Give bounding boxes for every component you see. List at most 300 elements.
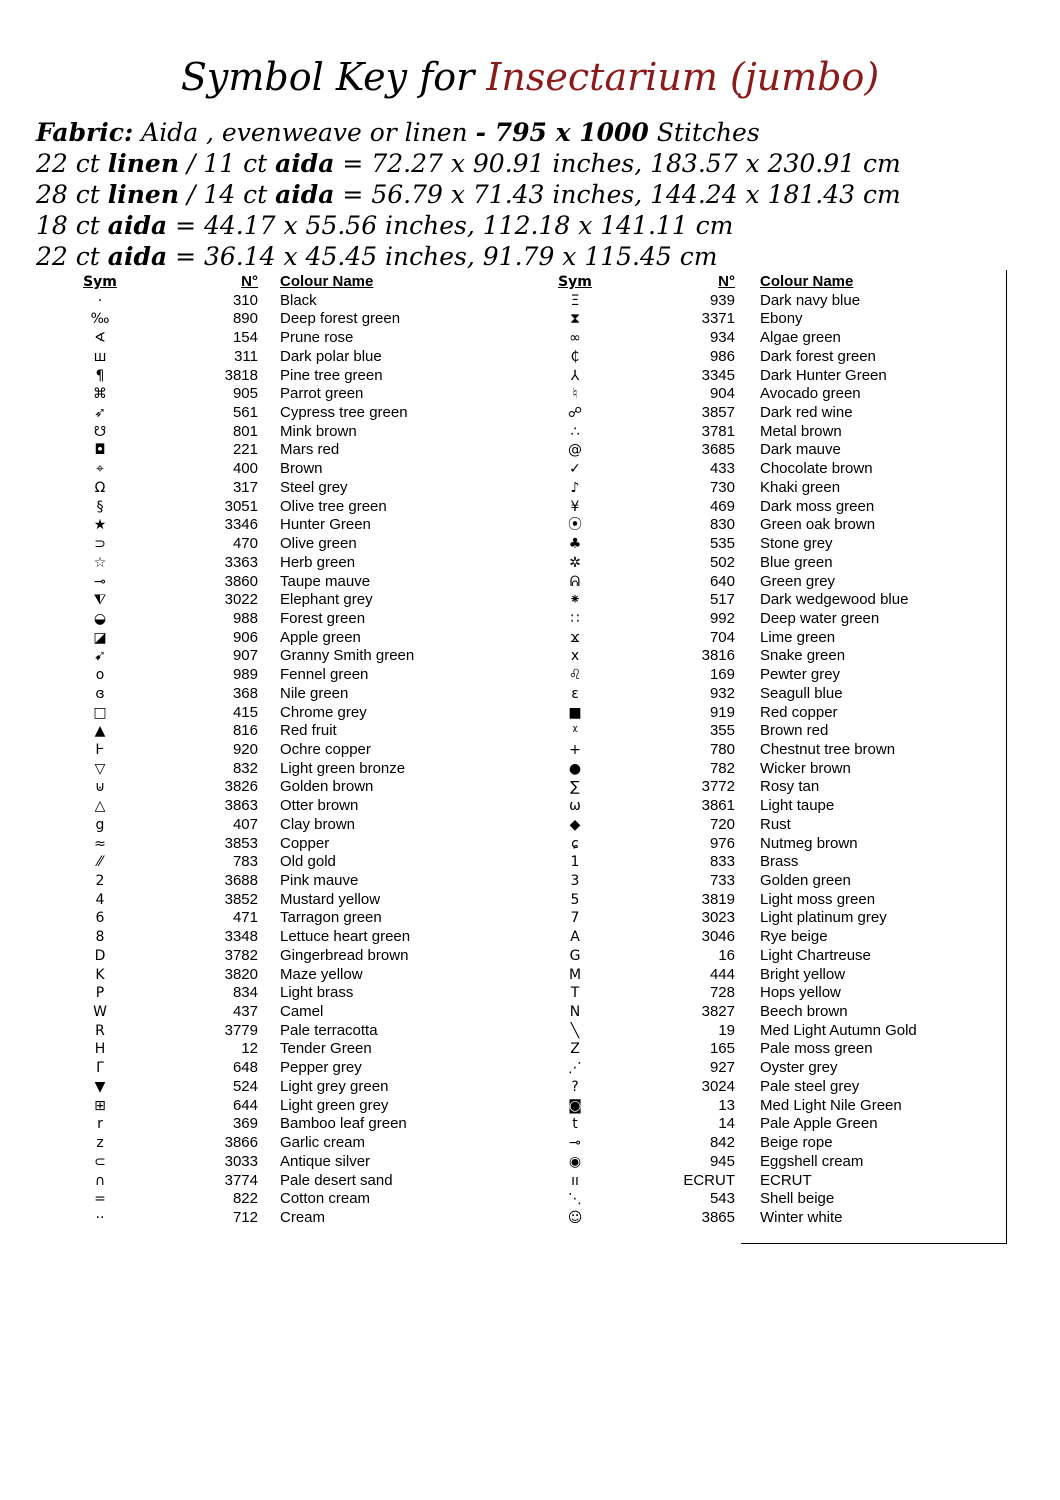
dmc-number: 19 [718, 1021, 735, 1039]
dmc-number: 992 [709, 609, 735, 627]
key-row [545, 872, 985, 891]
key-row [545, 1040, 985, 1059]
symbol: ⁕ [569, 592, 581, 609]
size-count-2: / 14 ct [179, 180, 276, 209]
key-row [545, 891, 985, 910]
key-row [70, 872, 500, 891]
key-row [545, 498, 985, 517]
symbol: M [568, 966, 582, 983]
key-row [545, 348, 985, 367]
dmc-number: 433 [709, 460, 735, 478]
colour-name: Mars red [280, 441, 340, 459]
dmc-number: 3779 [224, 1021, 258, 1039]
colour-name: Granny Smith green [280, 647, 415, 665]
colour-name: Camel [280, 1003, 324, 1021]
symbol: ¥ [570, 498, 580, 515]
dmc-number: 720 [709, 815, 735, 833]
key-row [70, 1172, 500, 1191]
dmc-number: 3820 [224, 965, 258, 983]
dmc-number: 415 [232, 703, 258, 721]
dmc-number: 3861 [701, 797, 735, 815]
symbol: ≈ [94, 835, 106, 852]
dmc-number: 517 [709, 591, 735, 609]
symbol: ω [569, 798, 581, 815]
symbol: ◆ [569, 816, 581, 833]
colour-name: Cream [280, 1208, 326, 1226]
dmc-number: 644 [232, 1096, 258, 1114]
symbol: ● [568, 760, 582, 777]
key-row [545, 367, 985, 386]
page-title [0, 55, 1060, 99]
colour-name: Hunter Green [280, 516, 371, 534]
symbol: ⌖ [96, 461, 104, 478]
symbol: = [94, 1191, 106, 1208]
colour-name: Beech brown [760, 1003, 848, 1021]
key-row [70, 647, 500, 666]
dmc-number: 842 [709, 1134, 735, 1152]
sym-header: Sym [83, 274, 117, 290]
symbol: Γ [96, 1060, 104, 1077]
symbol-key-right-column [545, 273, 985, 1228]
colour-name: Avocado green [760, 385, 861, 403]
colour-name: Forest green [280, 609, 366, 627]
symbol: ➹ [94, 648, 106, 665]
colour-name: Cotton cream [280, 1190, 371, 1208]
key-row [70, 610, 500, 629]
dmc-number: 906 [232, 628, 258, 646]
colour-name: Dark mauve [760, 441, 841, 459]
key-row [70, 778, 500, 797]
symbol: · [97, 292, 103, 309]
dmc-number: 3852 [224, 890, 258, 908]
symbol: 7 [570, 910, 580, 927]
symbol: ⊍ [94, 779, 106, 796]
symbol: ∑ [570, 779, 580, 796]
number-header: N° [241, 273, 258, 290]
colour-name: Snake green [760, 647, 846, 665]
dmc-number: 3348 [224, 928, 258, 946]
colour-name: Pale steel grey [760, 1077, 860, 1095]
colour-name: Otter brown [280, 797, 359, 815]
symbol: 5 [570, 891, 580, 908]
colour-name: Med Light Autumn Gold [760, 1021, 917, 1039]
dmc-number: 3033 [224, 1152, 258, 1170]
key-row [70, 348, 500, 367]
colour-name: Chrome grey [280, 703, 367, 721]
dmc-number: 834 [232, 984, 258, 1002]
dmc-number: 945 [709, 1152, 735, 1170]
key-row [70, 1209, 500, 1228]
colour-name: Dark Hunter Green [760, 366, 887, 384]
dmc-number: 407 [232, 815, 258, 833]
column-header-row [545, 273, 985, 292]
key-row [70, 1003, 500, 1022]
dmc-number: 934 [709, 329, 735, 347]
symbol: K [95, 966, 105, 983]
colour-name: Black [280, 291, 317, 309]
key-row [70, 573, 500, 592]
symbol: △ [94, 798, 106, 815]
key-row [545, 984, 985, 1003]
symbol: R [95, 1022, 105, 1039]
symbol: ☺ [567, 1209, 583, 1226]
size-count: 28 ct [36, 180, 108, 209]
colour-name: Light platinum grey [760, 909, 887, 927]
dmc-number: 469 [709, 497, 735, 515]
dmc-number: 780 [709, 740, 735, 758]
colour-name: Pale terracotta [280, 1021, 378, 1039]
symbol: ✓ [569, 461, 581, 478]
dmc-number: 3346 [224, 516, 258, 534]
colour-name: Deep forest green [280, 310, 401, 328]
colour-name: Gingerbread brown [280, 946, 409, 964]
colour-name: Shell beige [760, 1190, 835, 1208]
symbol: ∢ [94, 330, 106, 347]
dmc-number: 3774 [224, 1171, 258, 1189]
symbol: A [570, 929, 580, 946]
dmc-number: 3853 [224, 834, 258, 852]
symbol: ◒ [93, 610, 107, 627]
symbol: ıı [571, 1172, 579, 1189]
key-row [70, 984, 500, 1003]
dmc-number: 728 [709, 984, 735, 1002]
symbol: □ [93, 704, 107, 721]
key-row [70, 554, 500, 573]
symbol: ♮ [572, 386, 578, 403]
dmc-number: 317 [232, 478, 258, 496]
dmc-number: 3818 [224, 366, 258, 384]
symbol: ■ [568, 704, 582, 721]
colour-name: Metal brown [760, 422, 842, 440]
key-row [545, 554, 985, 573]
size-fabric: aida [107, 211, 168, 240]
colour-name: Winter white [760, 1208, 843, 1226]
dmc-number: 3866 [224, 1134, 258, 1152]
symbol: ᕱ [569, 573, 581, 590]
key-row [70, 441, 500, 460]
symbol: t [572, 1116, 578, 1133]
key-row [70, 909, 500, 928]
dmc-number: 3819 [701, 890, 735, 908]
symbol: ♣ [568, 536, 582, 553]
symbol: ¶ [95, 367, 105, 384]
dmc-number: 3860 [224, 572, 258, 590]
colour-name: Brown red [760, 722, 829, 740]
dmc-number: 437 [232, 1003, 258, 1021]
colour-name: Pale desert sand [280, 1171, 393, 1189]
dmc-number: 16 [718, 946, 735, 964]
symbol: T [570, 985, 580, 1002]
colour-name: Dark navy blue [760, 291, 861, 309]
colour-name: Wicker brown [760, 759, 851, 777]
colour-name: Light moss green [760, 890, 876, 908]
symbol: ☋ [93, 423, 107, 440]
colour-name: Pale moss green [760, 1040, 873, 1058]
key-row [70, 310, 500, 329]
symbol: Ⱶ [95, 741, 105, 758]
colour-name: Light green grey [280, 1096, 389, 1114]
colour-name: Parrot green [280, 385, 364, 403]
key-row [70, 535, 500, 554]
key-row [545, 835, 985, 854]
colour-name: Green oak brown [760, 516, 876, 534]
dmc-number: 355 [709, 722, 735, 740]
dmc-number: 13 [718, 1096, 735, 1114]
symbol: H [94, 1041, 106, 1058]
dmc-number: 733 [709, 872, 735, 889]
key-row [545, 666, 985, 685]
key-row [545, 704, 985, 723]
dmc-number: 640 [709, 572, 735, 590]
symbol: ᵡ [572, 723, 578, 740]
colour-name: Chestnut tree brown [760, 740, 896, 758]
stitches-suffix: Stitches [648, 118, 760, 147]
symbol: ☆ [93, 554, 107, 571]
colour-name: Khaki green [760, 478, 841, 496]
key-row [70, 947, 500, 966]
size-count: 22 ct [36, 149, 108, 178]
size-fabric-2: aida [275, 180, 335, 209]
symbol: ▲ [94, 723, 106, 740]
colour-name: Elephant grey [280, 591, 373, 609]
colour-name: Pine tree green [280, 366, 383, 384]
dmc-number: 3023 [701, 909, 735, 927]
key-row [545, 741, 985, 760]
key-row [70, 1115, 500, 1134]
colour-name: Apple green [280, 628, 361, 646]
colour-name: Tender Green [280, 1040, 372, 1058]
symbol: ⧗ [570, 311, 580, 328]
key-row [70, 1153, 500, 1172]
symbol: ⊃ [94, 536, 106, 553]
key-row [545, 591, 985, 610]
key-row [70, 423, 500, 442]
key-row [545, 760, 985, 779]
colour-name: Fennel green [280, 666, 369, 684]
dmc-number: 830 [709, 516, 735, 534]
dmc-number: 986 [709, 347, 735, 365]
key-row [545, 1078, 985, 1097]
dmc-number: 3772 [701, 778, 735, 796]
colour-name: Dark polar blue [280, 347, 382, 365]
key-row [545, 441, 985, 460]
colour-name: Herb green [280, 553, 356, 571]
symbol: N [569, 1004, 581, 1021]
key-row [545, 1134, 985, 1153]
size-fabric: linen [107, 180, 180, 209]
symbol: ⋰ [568, 1060, 582, 1077]
symbol: G [569, 947, 581, 964]
dmc-number: 919 [709, 703, 735, 721]
colour-name: Red copper [760, 703, 838, 721]
symbol: Ω [94, 479, 106, 496]
symbol: P [95, 985, 105, 1002]
colour-name: ECRUT [760, 1171, 812, 1189]
key-row [70, 928, 500, 947]
symbol: 6 [95, 910, 105, 927]
colour-name: Deep water green [760, 609, 880, 627]
key-row [545, 928, 985, 947]
colour-name: Hops yellow [760, 984, 841, 1002]
colour-name: Med Light Nile Green [760, 1096, 902, 1114]
size-count-2: / 11 ct [179, 149, 276, 178]
dmc-number: 783 [232, 853, 258, 871]
symbol: ⊸ [94, 573, 106, 590]
key-row [545, 423, 985, 442]
stitch-count: 795 x 1000 [494, 118, 649, 147]
dmc-number: 3685 [701, 441, 735, 459]
colour-name: Pewter grey [760, 666, 841, 684]
key-row [70, 816, 500, 835]
dmc-number: 543 [709, 1190, 735, 1208]
key-row [545, 516, 985, 535]
colour-name: Beige rope [760, 1134, 833, 1152]
symbol: ◉ [568, 1153, 582, 1170]
key-row [545, 385, 985, 404]
column-header-row [70, 273, 500, 292]
number-header: N° [718, 273, 735, 290]
dmc-number: 989 [232, 666, 258, 684]
symbol: ◘ [94, 442, 106, 459]
colour-name: Blue green [760, 553, 833, 571]
key-row [70, 666, 500, 685]
size-dimensions: = 72.27 x 90.91 inches, 183.57 x 230.91 cm [334, 149, 901, 178]
dmc-number: 524 [232, 1077, 258, 1095]
dmc-number: 3051 [224, 497, 258, 515]
dmc-number: 3363 [224, 553, 258, 571]
key-row [70, 835, 500, 854]
dmc-number: 12 [241, 1040, 258, 1058]
key-row [70, 367, 500, 386]
dmc-number: 3024 [701, 1077, 735, 1095]
symbol: ⅄ [570, 367, 580, 384]
symbol: ⊸ [569, 1135, 581, 1152]
symbol: ∷ [570, 610, 580, 627]
symbol: ★ [93, 517, 107, 534]
size-line [36, 148, 901, 179]
colour-name: Dark forest green [760, 347, 876, 365]
table-frame-bottom [741, 1243, 1007, 1244]
key-row [70, 629, 500, 648]
colour-name: Green grey [760, 572, 836, 590]
colour-name: Light brass [280, 984, 354, 1002]
colour-name: Brass [760, 853, 799, 871]
key-row [545, 460, 985, 479]
symbol: ◪ [93, 629, 107, 646]
key-row [545, 816, 985, 835]
colour-name: Mustard yellow [280, 890, 381, 908]
symbol: ш [93, 348, 107, 365]
symbol: § [96, 498, 104, 515]
size-count: 22 ct [36, 242, 108, 271]
colour-name: Cypress tree green [280, 404, 408, 422]
dmc-number: 712 [232, 1208, 258, 1226]
fabric-types: Aida , evenweave or linen [133, 118, 476, 147]
key-row [70, 1134, 500, 1153]
dmc-number: 221 [232, 441, 258, 459]
dmc-number: 890 [232, 310, 258, 328]
symbol: ⌘ [93, 386, 107, 403]
symbol: g [95, 816, 105, 833]
dmc-number: 369 [232, 1115, 258, 1133]
colour-name: Pale Apple Green [760, 1115, 878, 1133]
colour-name: Garlic cream [280, 1134, 366, 1152]
dmc-number: 833 [709, 853, 735, 871]
key-row [545, 797, 985, 816]
colour-name: Red fruit [280, 722, 337, 740]
key-row [70, 1040, 500, 1059]
dmc-number: 939 [709, 291, 735, 309]
fabric-dash: - [475, 118, 495, 147]
dmc-number: 3046 [701, 928, 735, 946]
colour-name: Old gold [280, 853, 336, 871]
key-row [545, 1172, 985, 1191]
symbol: D [94, 947, 106, 964]
key-row [70, 385, 500, 404]
symbol: ╲ [570, 1022, 580, 1039]
dmc-number: 310 [232, 291, 258, 309]
key-row [545, 404, 985, 423]
colour-name: Chocolate brown [760, 460, 873, 478]
symbol: ɕ [571, 835, 579, 852]
dmc-number: 471 [232, 909, 258, 927]
symbol: ⦿ [568, 517, 582, 534]
colour-name: Nutmeg brown [760, 834, 858, 852]
symbol: 2 [95, 873, 105, 889]
key-row [545, 1022, 985, 1041]
key-row [545, 685, 985, 704]
symbol: r [97, 1116, 103, 1133]
key-row [545, 610, 985, 629]
dmc-number: 782 [709, 759, 735, 777]
dmc-number: 907 [232, 647, 258, 665]
dmc-number: 3857 [701, 404, 735, 422]
dmc-number: 832 [232, 759, 258, 777]
key-row [70, 853, 500, 872]
dmc-number: 3345 [701, 366, 735, 384]
dmc-number: 904 [709, 385, 735, 403]
dmc-number: 561 [232, 404, 258, 422]
colour-name: Mink brown [280, 422, 357, 440]
dmc-number: 905 [232, 385, 258, 403]
symbol: ɞ [95, 685, 105, 702]
symbol: ·· [95, 1209, 105, 1226]
dmc-number: 535 [709, 535, 735, 553]
dmc-number: 368 [232, 684, 258, 702]
key-row [545, 629, 985, 648]
key-row [70, 329, 500, 348]
key-row [545, 1115, 985, 1134]
colour-name: Ebony [760, 310, 803, 328]
size-dimensions: = 36.14 x 45.45 inches, 91.79 x 115.45 cm [167, 242, 718, 271]
colour-name: Rust [760, 815, 791, 833]
key-row [545, 909, 985, 928]
dmc-number: 976 [709, 834, 735, 852]
key-row [545, 722, 985, 741]
colour-name: Pink mauve [280, 872, 359, 889]
dmc-number: 730 [709, 478, 735, 496]
symbol: ⊂ [94, 1153, 106, 1170]
key-row [545, 329, 985, 348]
key-row [70, 891, 500, 910]
colour-name: Light taupe [760, 797, 835, 815]
symbol: 3 [570, 873, 580, 889]
symbol: ☍ [567, 405, 583, 422]
key-row [70, 516, 500, 535]
symbol: ◙ [568, 1097, 582, 1114]
colour-name: Golden brown [280, 778, 374, 796]
colour-name: Eggshell cream [760, 1152, 864, 1170]
